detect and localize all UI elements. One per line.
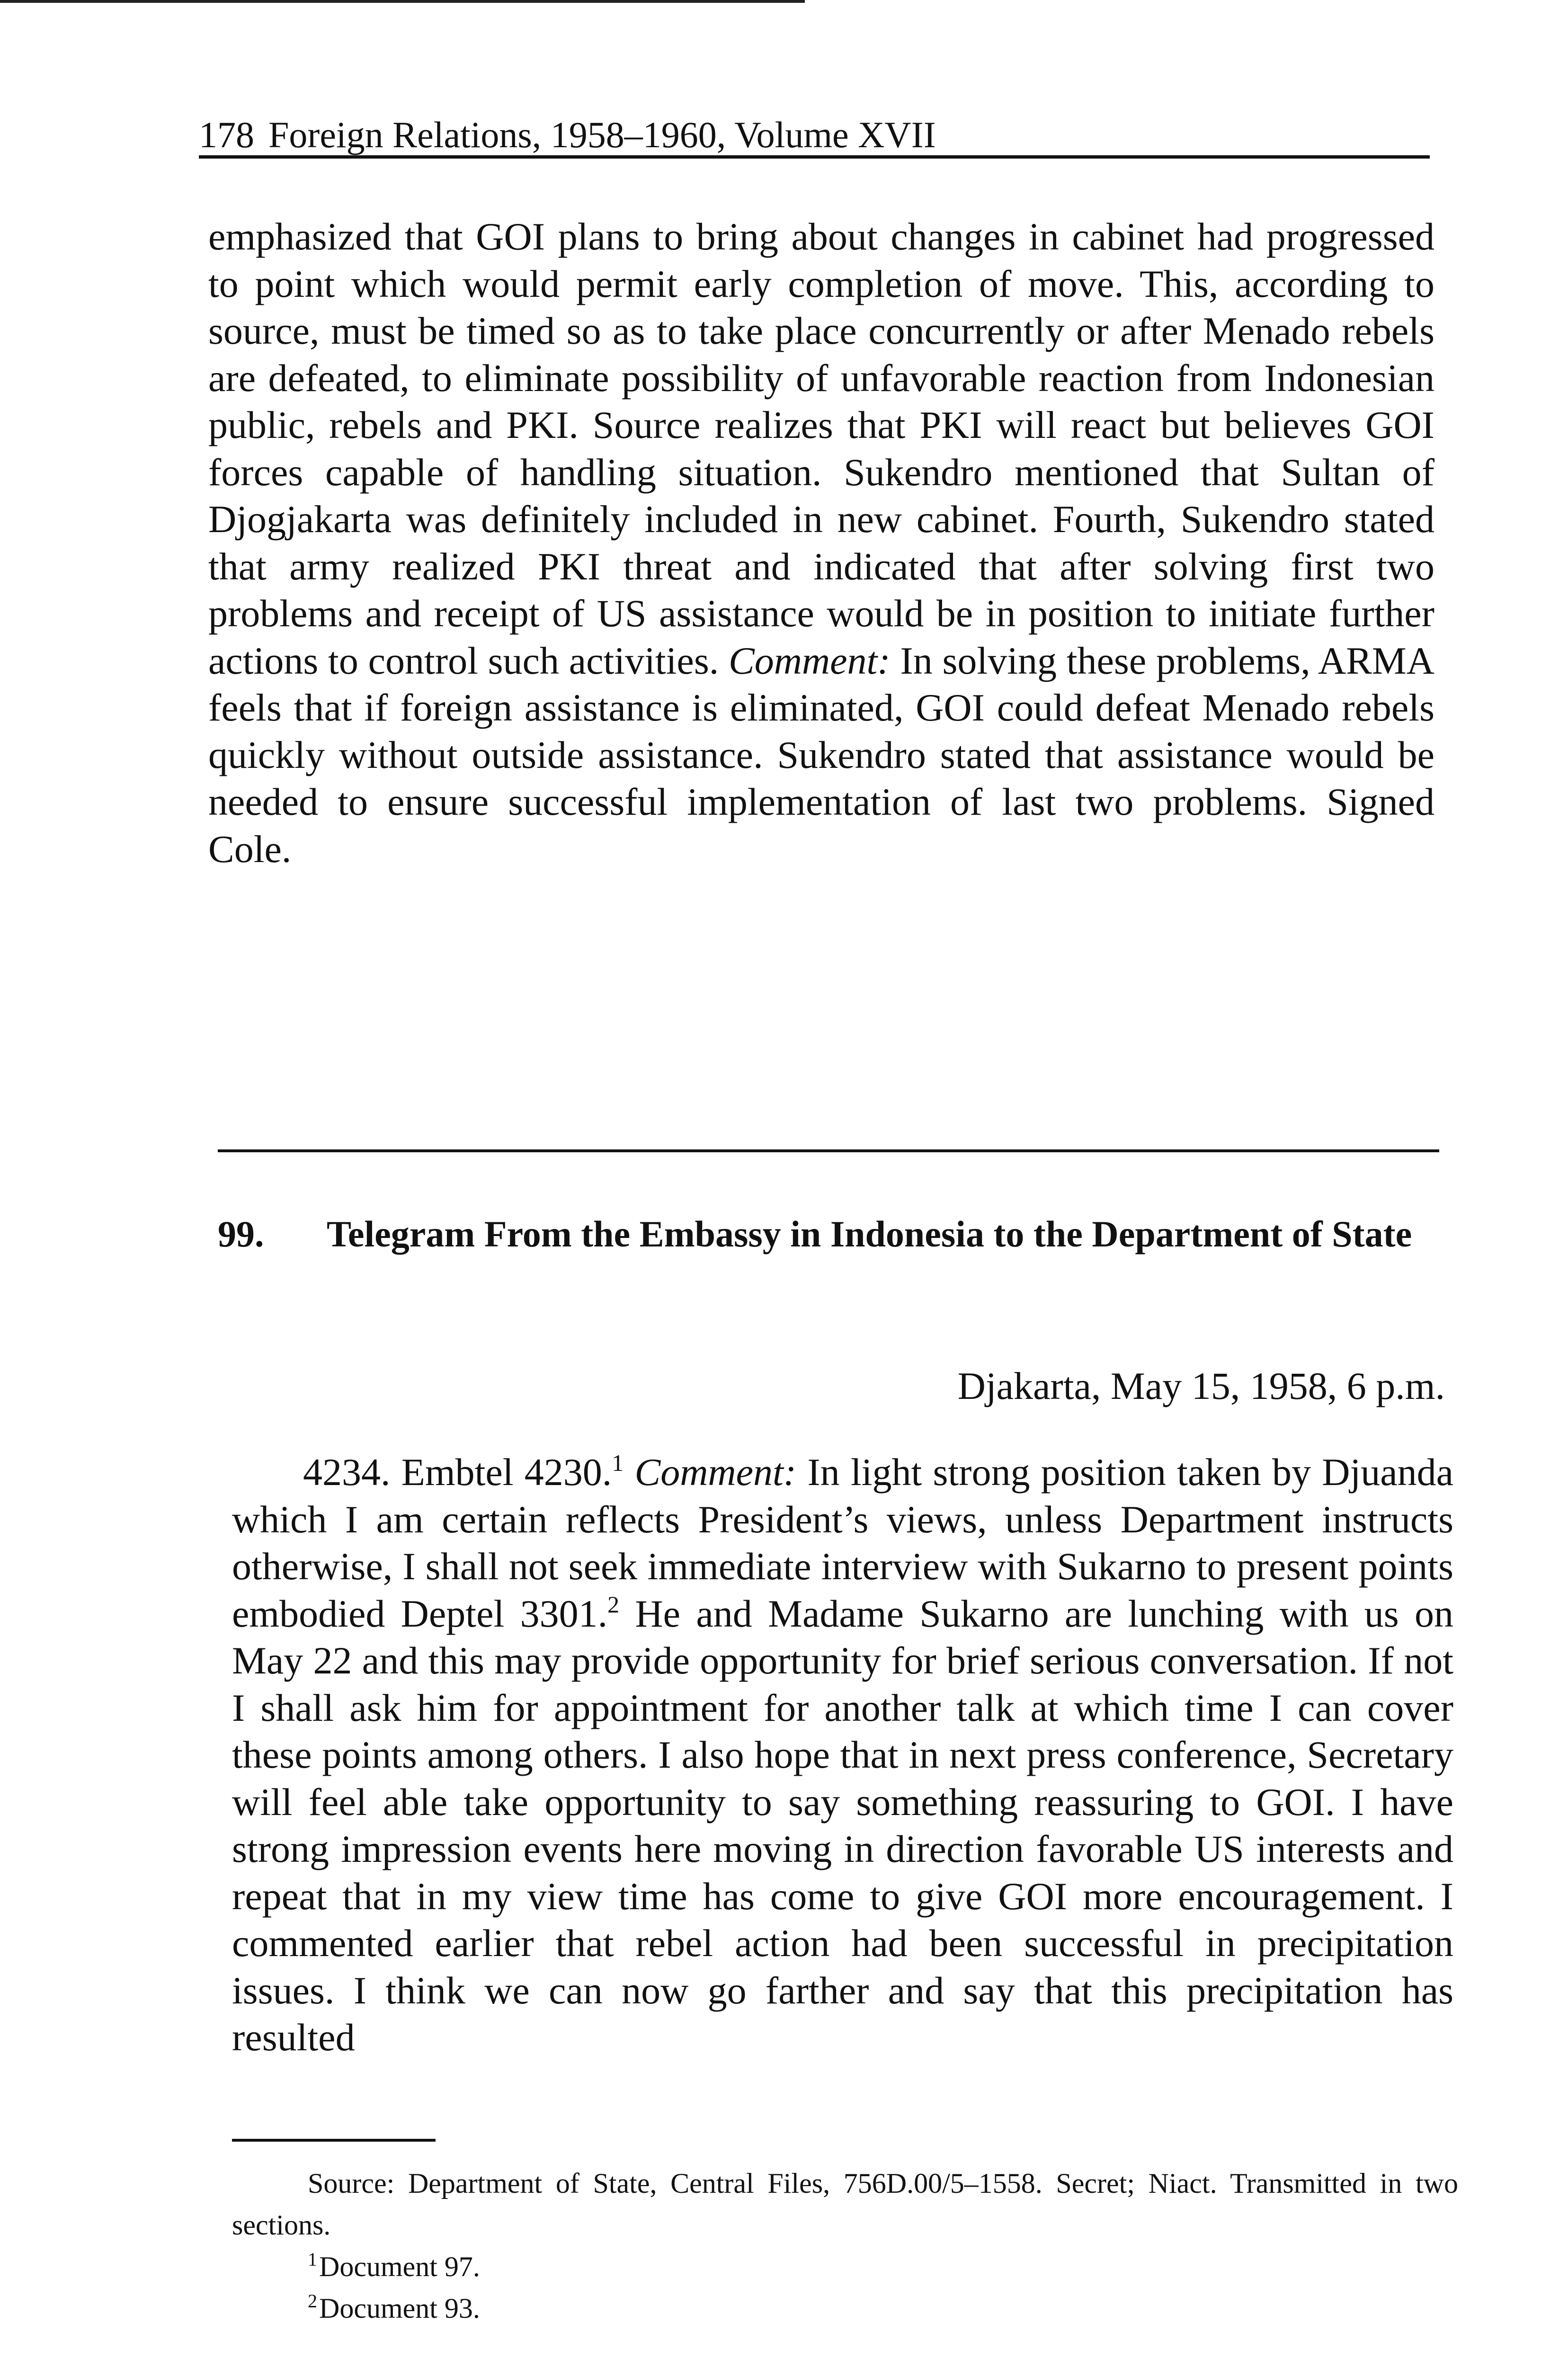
running-head-rule: [199, 155, 1430, 159]
dateline: Djakarta, May 15, 1958, 6 p.m.: [957, 1364, 1445, 1407]
telegram-paragraph: [232, 1449, 1453, 2061]
document-number: 99.: [218, 1213, 264, 1255]
comment-label: Comment:: [729, 639, 891, 682]
section-divider: [218, 1149, 1439, 1152]
page-number: 178: [199, 114, 254, 155]
footnote-ref-2: 2: [607, 1591, 620, 1618]
telegram-lead: 4234. Embtel 4230.: [303, 1450, 612, 1494]
running-head: [199, 111, 1430, 159]
telegram-comment-label: Comment:: [634, 1450, 797, 1494]
telegram-text-part-2: He and Madame Sukarno are lunching with us on May 22 and this may provide opportunity for brief serious conversation. If not I shall ask him for appointment for another talk at which time I can cover these points among others. I also hope that in next press conference, Secretary will feel able take opportunity to say something reassuring to GOI. I have strong impression events here moving in direction favorable US interests and repeat that in my view time has come to give GOI more encouragement. I commented earlier that rebel action had been successful in precipitation issues. I think we can now go farther and say that this precipitation has resulted: [232, 1592, 1453, 2059]
document-title: Telegram From the Embassy in Indonesia to the Department of State: [327, 1213, 1412, 1255]
scan-top-edge: [0, 0, 805, 3]
footnote-1-text: Document 97.: [319, 2251, 480, 2282]
footnote-ref-1: 1: [612, 1450, 624, 1476]
continued-text-part-2: In solving these problems, ARMA feels that if foreign assistance is eliminated, GOI could defeat Menado rebels quickly without outside assistance. Sukendro stated that assistance would be needed to ensure successful implementation of last two problems. Signed Cole.: [208, 639, 1434, 871]
footnote-rule: [232, 2139, 436, 2142]
running-head-title: Foreign Relations, 1958–1960, Volume XVII: [268, 114, 936, 155]
footnote-1: [232, 2246, 1458, 2287]
continued-text-part-1: emphasized that GOI plans to bring about changes in cabinet had progressed to point which would permit early completion of move. This, according to source, must be timed so as to take place concurrently or after Menado rebels are defeated, to eliminate possibility of unfavorable reaction from Indonesian public, rebels and PKI. Source realizes that PKI will react but believes GOI forces capable of handling situation. Sukendro mentioned that Sultan of Djogjakarta was definitely included in new cabinet. Fourth, Sukendro stated that army realized PKI threat and indicated that after solving first two problems and receipt of US assistance would be in position to initiate further actions to control such activities.: [208, 215, 1434, 682]
telegram-text-part-1: In light strong position taken by Djuanda which I am certain reflects President’s views, unless Department instructs otherwise, I shall not seek immediate interview with Sukarno to present points embodied Deptel 3301.: [232, 1450, 1453, 1635]
footnote-1-mark: 1: [308, 2249, 317, 2270]
footnote-2: [232, 2287, 1458, 2329]
footnotes: [232, 2162, 1458, 2329]
footnote-2-text: Document 93.: [319, 2293, 480, 2324]
source-note: Source: Department of State, Central Files, 756D.00/5–1558. Secret; Niact. Transmitted in two sections.: [232, 2168, 1458, 2241]
footnote-2-mark: 2: [308, 2290, 317, 2312]
continued-paragraph: [208, 213, 1434, 872]
